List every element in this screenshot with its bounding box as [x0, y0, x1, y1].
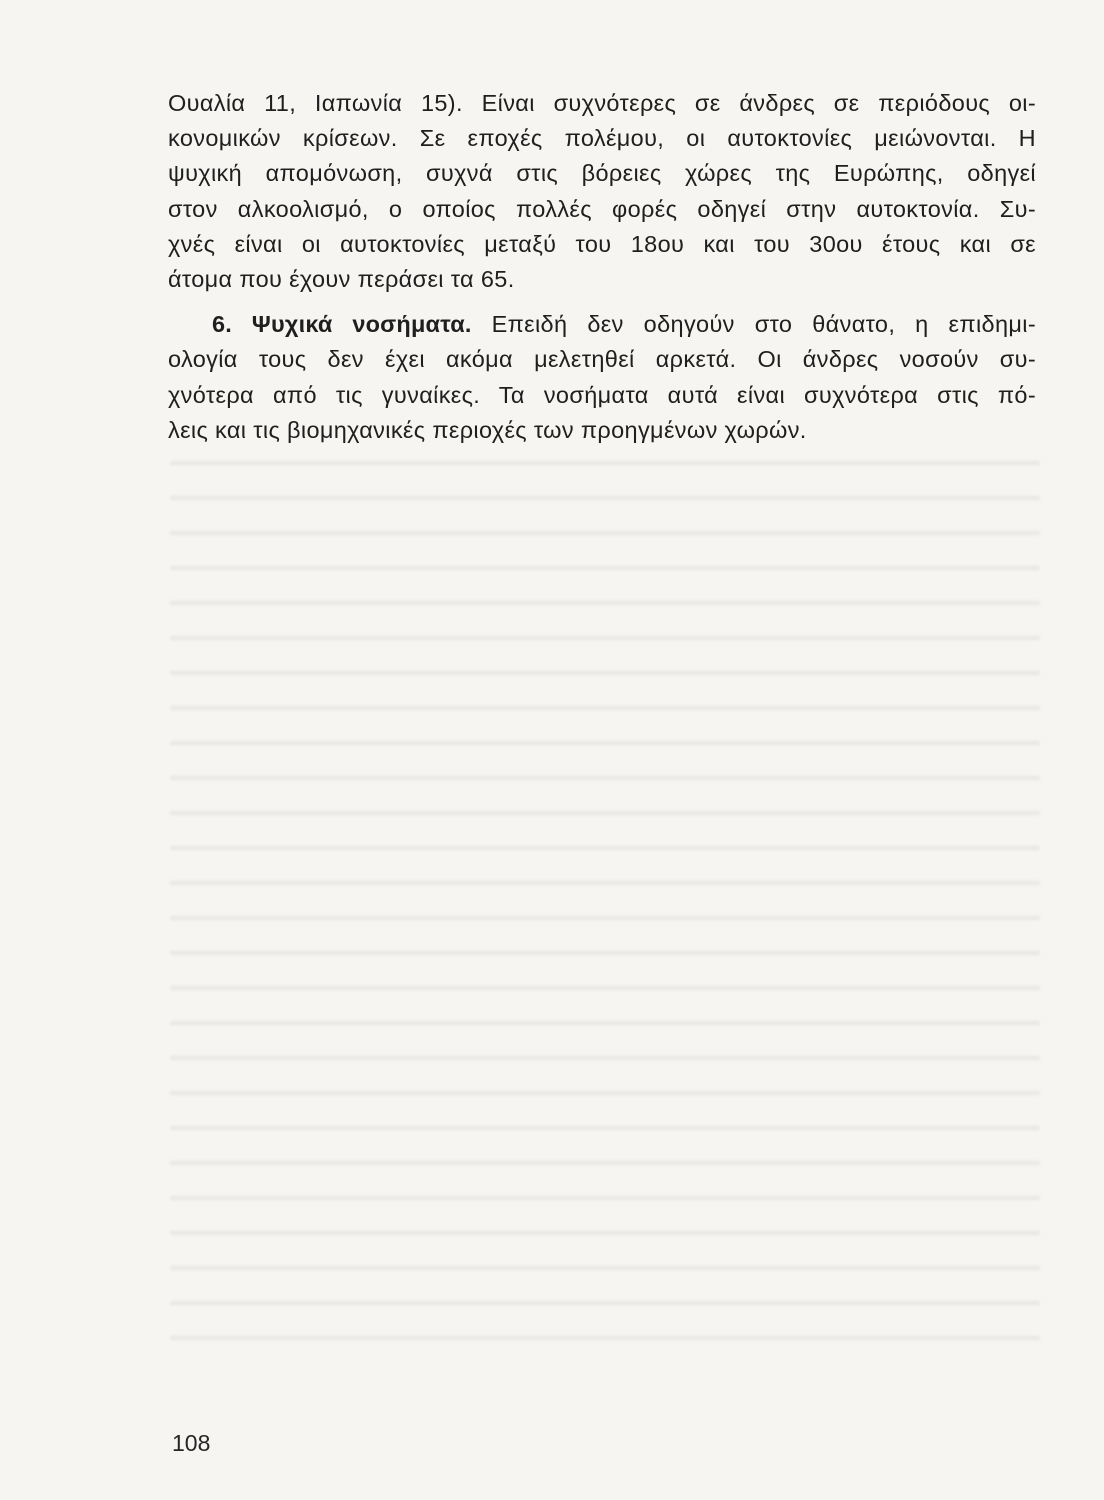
paragraph-2-line-4: λεις και τις βιομηχανικές περιοχές των προηγμένων χωρών.	[168, 416, 807, 443]
paragraph-spacing	[168, 297, 1036, 307]
paragraph-2-line-1	[168, 307, 1036, 342]
paragraph-1-line-4: στον αλκοολισμό, ο οποίος πολλές φορές οδηγεί στην αυτοκτονία. Συ-	[168, 195, 1036, 222]
show-through-texture	[170, 440, 1040, 1370]
paragraph-1-line-5: χνές είναι οι αυτοκτονίες μεταξύ του 18ου και του 30ου έτους και σε	[168, 230, 1036, 257]
paragraph-1-line-6: άτομα που έχουν περάσει τα 65.	[168, 266, 515, 293]
page-number: 108	[172, 1430, 211, 1456]
paragraph-1-line-1: Ουαλία 11, Ιαπωνία 15). Είναι συχνότερες σε άνδρες σε περιόδους οι-	[168, 90, 1036, 116]
body-text	[168, 86, 1036, 448]
paragraph-2-line-2: ολογία τους δεν έχει ακόμα μελετηθεί αρκετά. Οι άνδρες νοσούν συ-	[168, 346, 1036, 373]
paragraph-1-line-2: κονομικών κρίσεων. Σε εποχές πολέμου, οι αυτοκτονίες μειώνονται. Η	[168, 125, 1036, 152]
paragraph-2-line-1-text: Επειδή δεν οδηγούν στο θάνατο, η επιδημι-	[471, 311, 1037, 338]
paragraph-2-line-3: χνότερα από τις γυναίκες. Τα νοσήματα αυτά είναι συχνότερα στις πό-	[168, 381, 1036, 408]
section-heading: 6. Ψυχικά νοσήματα.	[212, 311, 472, 338]
paragraph-1-line-3: ψυχική απομόνωση, συχνά στις βόρειες χώρες της Ευρώπης, οδηγεί	[168, 160, 1036, 187]
